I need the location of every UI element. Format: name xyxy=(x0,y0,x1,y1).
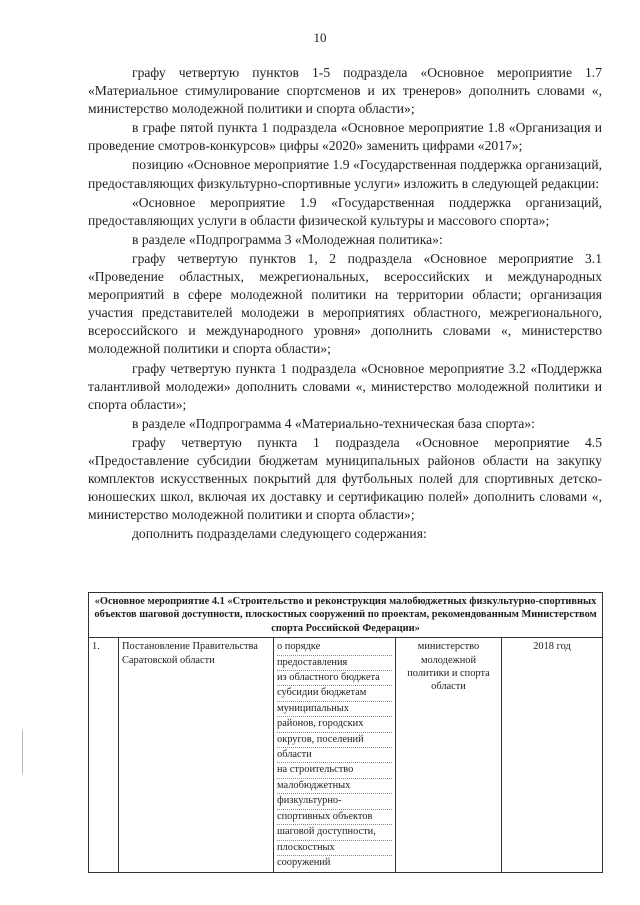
row-number: 1. xyxy=(89,638,119,873)
paragraph: позицию «Основное мероприятие 1.9 «Государственная поддержка организаций, предоставляющих физкультурно-спортивные услуги» изложить в следующей редакции: xyxy=(88,157,602,191)
desc-line: субсидии бюджетам xyxy=(277,686,392,701)
paragraph: в разделе «Подпрограмма 3 «Молодежная политика»: xyxy=(132,231,443,247)
paragraph: графу четвертую пункта 1 подраздела «Основное мероприятие 4.5 «Предоставление субсидии бюджетам муниципальных районов области на закупку комплектов искусственных покрытий для футбольных полей для спортивных детско-юношеских школ, включая их доставку и сертификацию полей» дополнить словами «, министерство молодежной политики и спорта области»; xyxy=(88,434,602,523)
paragraph: графу четвертую пунктов 1-5 подраздела «Основное мероприятие 1.7 «Материальное стимулирование спортсменов и их тренеров» дополнить словами «, министерство молодежной политики и спорта области»; xyxy=(88,65,602,117)
paragraph: графу четвертую пунктов 1, 2 подраздела «Основное мероприятие 3.1 «Проведение областных, межрегиональных, всероссийских и международных мероприятий в сфере молодежной политики на территории области; организация участия представителей молодежи в мероприятиях областного, межрегионального, всероссийского и международного уровня» дополнить словами «, министерство молодежной политики и спорта области»; xyxy=(88,250,602,357)
desc-line: спортивных объектов xyxy=(277,810,392,825)
desc-line: малобюджетных xyxy=(277,779,392,794)
paragraph: в графе пятой пункта 1 подраздела «Основное мероприятие 1.8 «Организация и проведение смотров-конкурсов» цифры «2020» заменить цифрами «2017»; xyxy=(88,120,602,154)
row-description xyxy=(274,638,396,873)
row-year: 2018 год xyxy=(502,638,603,873)
desc-line: округов, поселений xyxy=(277,733,392,748)
desc-line: области xyxy=(277,748,392,763)
page-number: 10 xyxy=(313,30,327,45)
desc-line: предоставления xyxy=(277,656,392,671)
table-row xyxy=(89,638,603,873)
heading-text: «Строительство и реконструкция малобюджетных физкультурно-спортивных объектов шаговой доступности, плоскостных сооружений по проектам, рекомендованным Министерством спорта Российской Федерации» xyxy=(94,596,597,634)
body-text xyxy=(88,64,602,543)
row-document: Постановление Правительства Саратовской области xyxy=(119,638,274,873)
paragraph: дополнить подразделами следующего содержания: xyxy=(132,526,427,542)
paragraph: графу четвертую пункта 1 подраздела «Основное мероприятие 3.2 «Поддержка талантливой молодежи» дополнить словами «, министерство молодежной политики и спорта области»; xyxy=(88,360,602,412)
row-executor: министерство молодежной политики и спорта области xyxy=(396,638,502,873)
measures-table xyxy=(88,592,603,873)
paragraph: в разделе «Подпрограмма 4 «Материально-техническая база спорта»: xyxy=(132,415,535,431)
desc-line: районов, городских xyxy=(277,717,392,732)
heading-number: «Основное мероприятие 4.1 xyxy=(94,596,225,607)
measures-table-wrap xyxy=(88,592,602,873)
scan-artifact xyxy=(22,730,23,774)
desc-line: плоскостных xyxy=(277,841,392,856)
table-heading-row xyxy=(89,593,603,638)
desc-line: о порядке xyxy=(277,640,392,655)
table-heading xyxy=(89,593,603,638)
desc-line: муниципальных xyxy=(277,702,392,717)
desc-line: из областного бюджета xyxy=(277,671,392,686)
desc-line: сооружений xyxy=(277,856,331,868)
desc-line: на строительство xyxy=(277,763,392,778)
desc-line: шаговой доступности, xyxy=(277,825,392,840)
desc-line: физкультурно- xyxy=(277,794,392,809)
paragraph: «Основное мероприятие 1.9 «Государственная поддержка организаций, предоставляющих услуги в области физической культуры и массового спорта»; xyxy=(88,194,602,228)
